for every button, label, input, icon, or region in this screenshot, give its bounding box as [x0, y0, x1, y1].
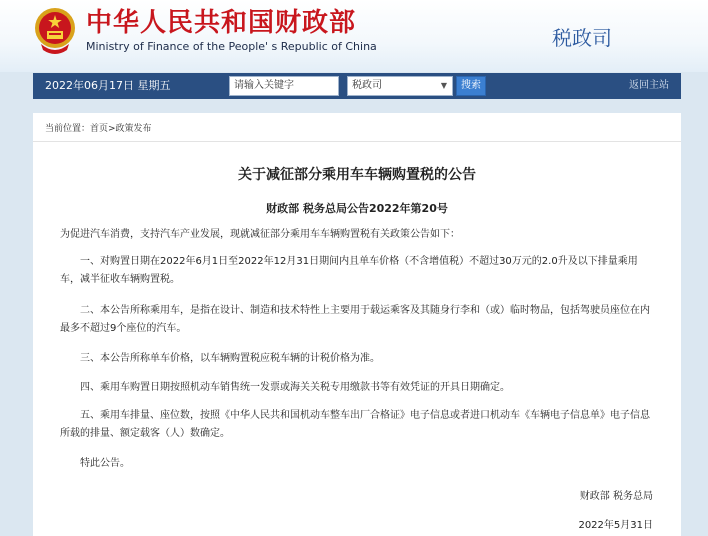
department-name: 税政司: [552, 26, 612, 50]
site-header: [0, 0, 708, 72]
signature: 财政部 税务总局: [579, 491, 653, 502]
home-link[interactable]: 返回主站: [629, 80, 669, 91]
article-container: [33, 113, 681, 536]
article-paragraph: 一、对购置日期在2022年6月1日至2022年12月31日期间内且单车价格（不含增值税）不超过30万元的2.0升及以下排量乘用车，减半征收车辆购置税。: [60, 256, 638, 285]
site-title-cn: 中华人民共和国财政部: [86, 8, 357, 38]
article-title: 关于减征部分乘用车车辆购置税的公告: [238, 167, 476, 183]
national-emblem-icon: [33, 6, 77, 56]
breadcrumb-path[interactable]: 首页>政策发布: [90, 124, 152, 134]
search-button[interactable]: 搜索: [456, 76, 486, 96]
search-input[interactable]: 请输入关键字: [229, 76, 339, 96]
breadcrumb-label: 当前位置：: [45, 124, 91, 134]
department-select-value: 税政司: [352, 80, 382, 91]
article-paragraph: 二、本公告所称乘用车，是指在设计、制造和技术特性上主要用于载运乘客及其随身行李和（或）临时物品，包括驾驶员座位在内最多不超过9个座位的汽车。: [60, 305, 650, 334]
department-select[interactable]: [347, 76, 453, 96]
chevron-down-icon: ▼: [440, 81, 447, 90]
nav-bar: [33, 73, 681, 99]
article-paragraph: 五、乘用车排量、座位数，按照《中华人民共和国机动车整车出厂合格证》电子信息或者进口机动车《车辆电子信息单》电子信息所载的排量、额定载客（人）数确定。: [60, 410, 650, 439]
current-date: 2022年06月17日 星期五: [45, 79, 171, 92]
article-paragraph: 四、乘用车购置日期按照机动车销售统一发票或海关关税专用缴款书等有效凭证的开具日期确定。: [80, 382, 510, 393]
breadcrumb: [45, 121, 152, 134]
article-intro: 为促进汽车消费，支持汽车产业发展，现就减征部分乘用车车辆购置税有关政策公告如下：: [60, 229, 460, 240]
article-paragraph: 三、本公告所称单车价格，以车辆购置税应税车辆的计税价格为准。: [80, 353, 380, 364]
site-title-en: Ministry of Finance of the People' s Republic of China: [86, 40, 377, 53]
document-number: 财政部 税务总局公告2022年第20号: [266, 202, 448, 215]
divider: [33, 141, 681, 142]
article-paragraph: 特此公告。: [80, 458, 130, 469]
publish-date: 2022年5月31日: [578, 520, 653, 531]
